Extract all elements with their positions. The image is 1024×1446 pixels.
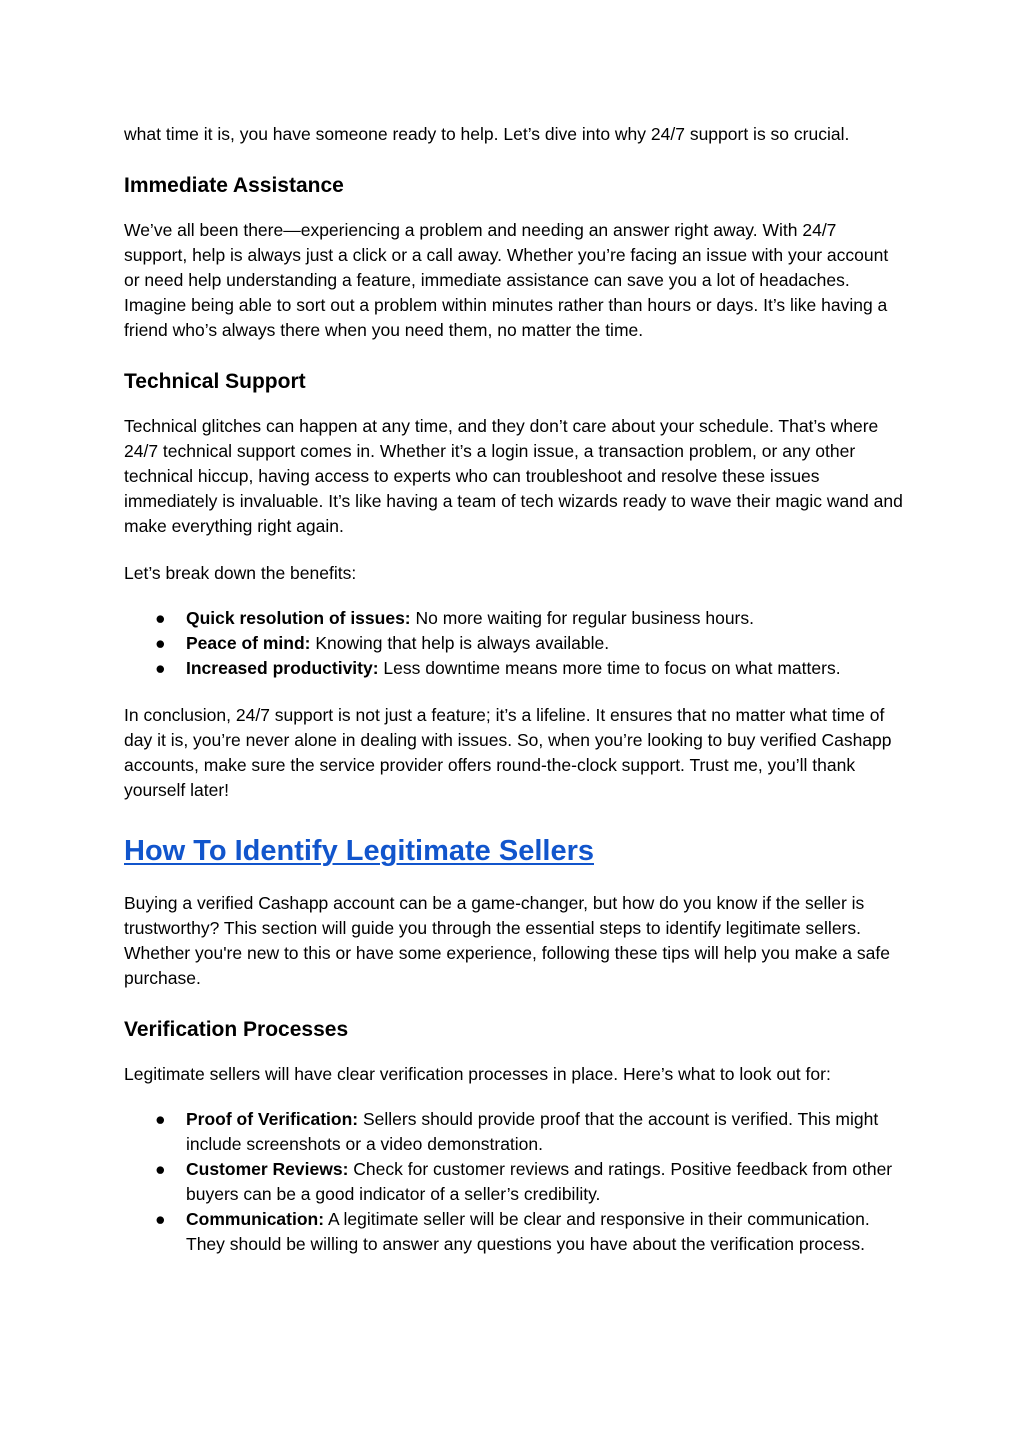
- bullet-icon: ●: [155, 608, 166, 628]
- legitimate-sellers-link[interactable]: How To Identify Legitimate Sellers: [124, 835, 594, 867]
- intro-continued-paragraph: what time it is, you have someone ready to help. Let’s dive into why 24/7 support is so crucial.: [124, 124, 850, 144]
- list-item-text: Sellers should provide proof that the account is verified. This might include screenshots or a video demonstration.: [186, 1109, 879, 1154]
- benefits-list: [124, 606, 904, 681]
- technical-support-heading: Technical Support: [124, 370, 306, 393]
- list-item-text: Check for customer reviews and ratings. Positive feedback from other buyers can be a good indicator of a seller’s credibility.: [186, 1159, 893, 1204]
- benefits-intro: Let’s break down the benefits:: [124, 563, 357, 583]
- technical-support-paragraph: Technical glitches can happen at any time, and they don’t care about your schedule. That’s where 24/7 technical support comes in. Whether it’s a login issue, a transaction problem, or any other technical hiccup, having access to experts who can troubleshoot and resolve these issues immediately is invaluable. It’s like having a team of tech wizards ready to wave their magic wand and make everything right again.: [124, 416, 903, 536]
- verification-processes-paragraph: Legitimate sellers will have clear verification processes in place. Here’s what to look out for:: [124, 1064, 831, 1084]
- list-item-text: No more waiting for regular business hours.: [410, 608, 754, 628]
- list-item-label: Customer Reviews:: [186, 1159, 349, 1179]
- list-item-text: Knowing that help is always available.: [310, 633, 610, 653]
- bullet-icon: ●: [155, 658, 166, 678]
- verification-list: [124, 1107, 904, 1257]
- bullet-icon: ●: [155, 1209, 166, 1229]
- verification-processes-heading: Verification Processes: [124, 1018, 349, 1041]
- conclusion-paragraph: In conclusion, 24/7 support is not just a feature; it’s a lifeline. It ensures that no matter what time of day it is, you’re never alone in dealing with issues. So, when you’re looking to buy verified Cashapp accounts, make sure the service provider offers round-the-clock support. Trust me, you’ll thank yourself later!: [124, 705, 892, 800]
- list-item-label: Increased productivity:: [186, 658, 379, 678]
- bullet-icon: ●: [155, 1109, 166, 1129]
- list-item-label: Communication:: [186, 1209, 325, 1229]
- list-item: [124, 1107, 904, 1157]
- list-item-text: Less downtime means more time to focus on what matters.: [378, 658, 841, 678]
- document-page: [124, 122, 904, 1257]
- bullet-icon: ●: [155, 1159, 166, 1179]
- list-item: [124, 656, 904, 681]
- list-item: [124, 1157, 904, 1207]
- list-item: [124, 631, 904, 656]
- legitimate-sellers-paragraph: Buying a verified Cashapp account can be a game-changer, but how do you know if the seller is trustworthy? This section will guide you through the essential steps to identify legitimate sellers. Whether you're new to this or have some experience, following these tips will help you make a safe purchase.: [124, 893, 890, 988]
- immediate-assistance-heading: Immediate Assistance: [124, 174, 344, 197]
- immediate-assistance-paragraph: We’ve all been there—experiencing a problem and needing an answer right away. With 24/7 support, help is always just a click or a call away. Whether you’re facing an issue with your account or need help understanding a feature, immediate assistance can save you a lot of headaches. Imagine being able to sort out a problem within minutes rather than hours or days. It’s like having a friend who’s always there when you need them, no matter the time.: [124, 220, 889, 340]
- list-item-label: Proof of Verification:: [186, 1109, 359, 1129]
- list-item-text: A legitimate seller will be clear and responsive in their communication. They should be willing to answer any questions you have about the verification process.: [186, 1209, 870, 1254]
- list-item-label: Quick resolution of issues:: [186, 608, 411, 628]
- legitimate-sellers-heading: [124, 831, 904, 871]
- bullet-icon: ●: [155, 633, 166, 653]
- list-item: [124, 1207, 904, 1257]
- list-item-label: Peace of mind:: [186, 633, 311, 653]
- list-item: [124, 606, 904, 631]
